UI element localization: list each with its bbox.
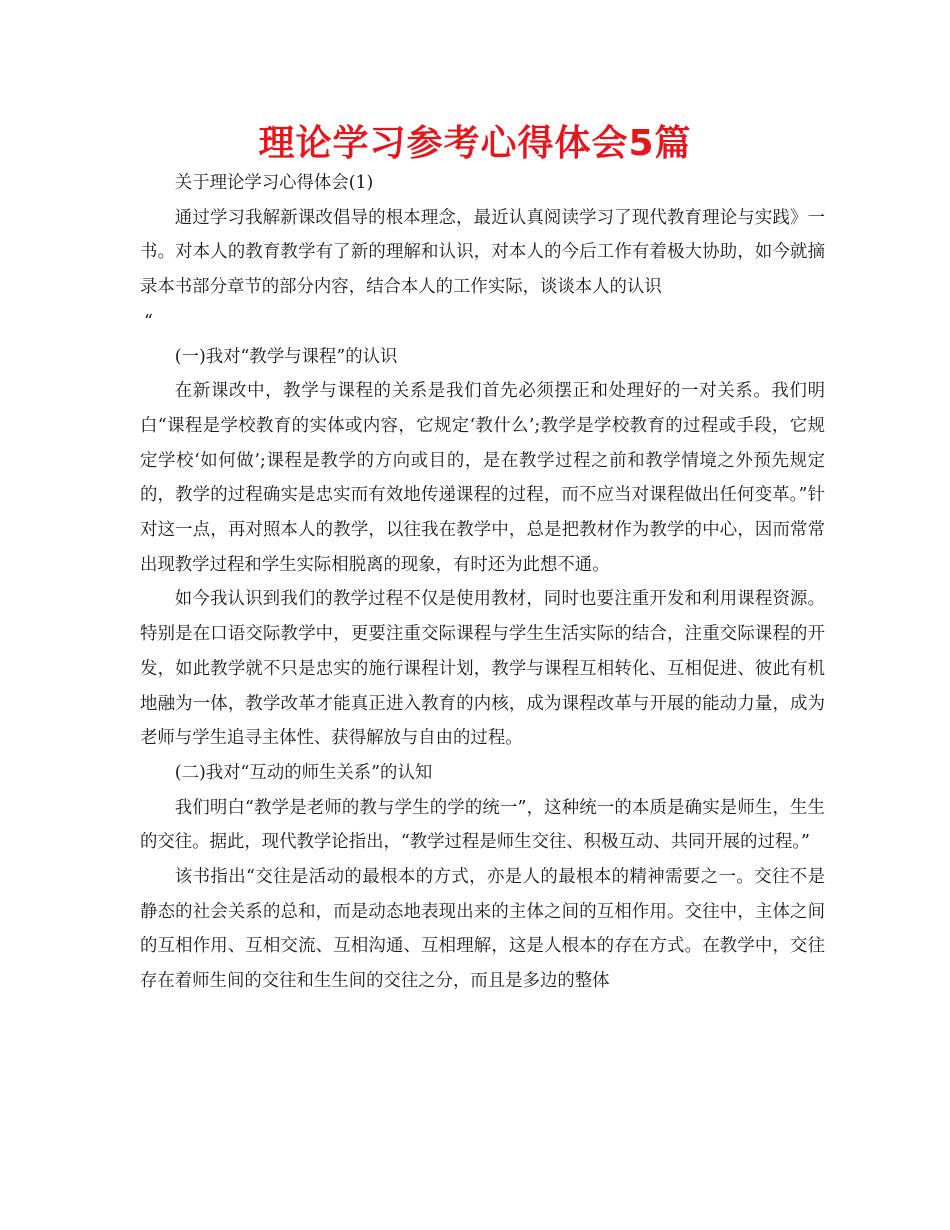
- section1-paragraph-1: 在新课改中，教学与课程的关系是我们首先必须摆正和处理好的一对关系。我们明白“课程是学校教育的实体或内容，它规定‘教什么’;教学是学校教育的过程或手段，它规定学校‘如何做’;课程是教学的方向或目的，是在教学过程之前和教学情境之外预先规定的，教学的过程确实是忠实而有效地传递课程的过程，而不应当对课程做出任何变革。”针对这一点，再对照本人的教学，以往我在教学中，总是把教材作为教学的中心，因而常常出现教学过程和学生实际相脱离的现象，有时还为此想不通。: [140, 381, 825, 575]
- document-body: [140, 166, 825, 999]
- section-heading-2: (二)我对“互动的师生关系”的认知: [174, 762, 433, 783]
- intro-paragraph: 通过学习我解新课改倡导的根本理念，最近认真阅读学习了现代教育理论与实践》一书。对本人的教育教学有了新的理解和认识，对本人的今后工作有着极大协助，如今就摘录本书部分章节的部分内容，结合本人的工作实际，谈谈本人的认识: [140, 207, 825, 298]
- document-title: 理论学习参考心得体会5篇: [258, 123, 692, 164]
- quote-mark: “: [144, 311, 153, 332]
- section2-paragraph-1: 我们明白“教学是老师的教与学生的学的统一”，这种统一的本质是确实是师生，生生的交往。据此，现代教学论指出，“教学过程是师生交往、积极互动、共同开展的过程。”: [140, 797, 825, 853]
- subtitle: 关于理论学习心得体会(1): [174, 173, 374, 193]
- section1-paragraph-2: 如今我认识到我们的教学过程不仅是使用教材，同时也要注重开发和利用课程资源。特别是在口语交际教学中，更要注重交际课程与学生生活实际的结合，注重交际课程的开发，如此教学就不只是忠实的施行课程计划，教学与课程互相转化、互相促进、彼此有机地融为一体，教学改革才能真正进入教育的内核，成为课程改革与开展的能动力量，成为老师与学生追寻主体性、获得解放与自由的过程。: [140, 589, 825, 749]
- section2-paragraph-2: 该书指出“交往是活动的最根本的方式，亦是人的最根本的精神需要之一。交往不是静态的社会关系的总和，而是动态地表现出来的主体之间的互相作用。交往中，主体之间的互相作用、互相交流、互相沟通、互相理解，这是人根本的存在方式。在教学中，交往存在着师生间的交往和生生间的交往之分，而且是多边的整体: [140, 867, 825, 992]
- section-heading-1: (一)我对“教学与课程”的认识: [174, 346, 398, 367]
